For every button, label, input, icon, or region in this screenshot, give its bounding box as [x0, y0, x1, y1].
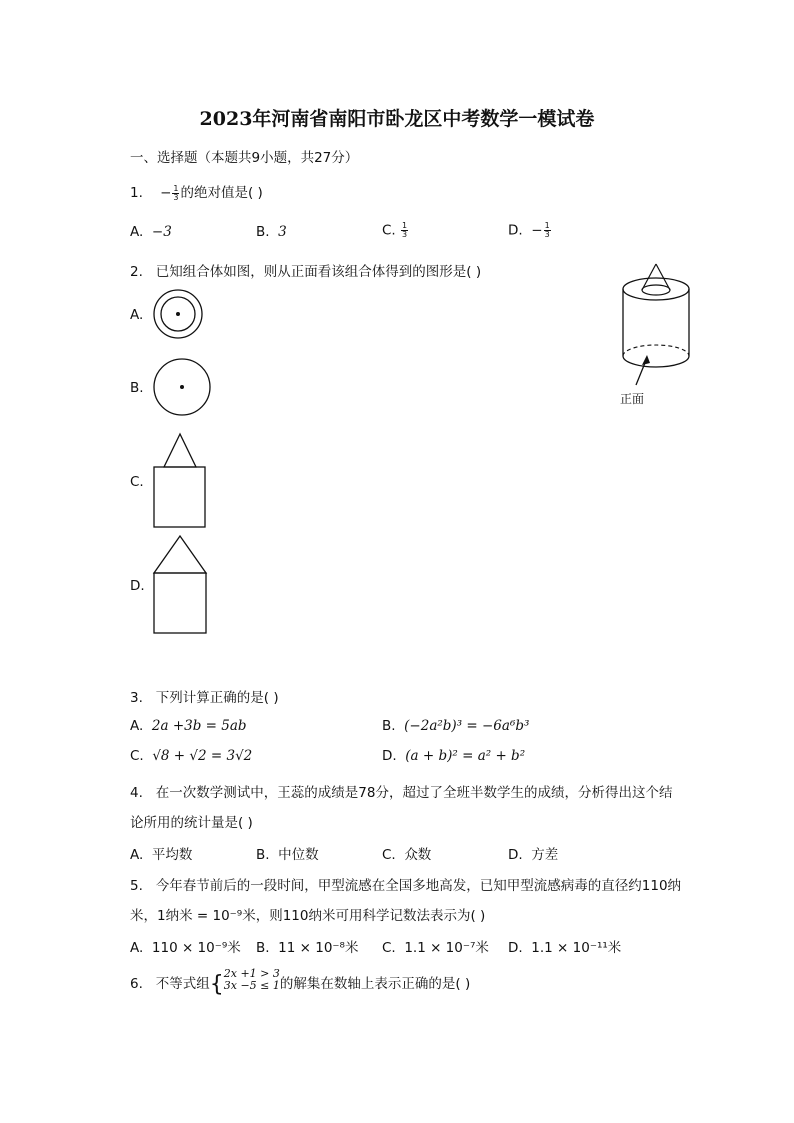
math-neg: − — [160, 185, 172, 201]
section-heading: 一、选择题（本题共9小题，共27分） — [130, 150, 359, 166]
option-a: A. 110 × 10⁻⁹米 — [130, 940, 241, 956]
option-a-label: A. — [130, 307, 144, 323]
question-6: 6. 不等式组{ 2x +1 > 3 3x −5 ≤ 1 的解集在数轴上表示正确的是( ) — [130, 967, 471, 997]
question-5: 5. 今年春节前后的一段时间，甲型流感在全国多地高发，已知甲型流感病毒的直径约110纳 — [130, 878, 682, 894]
option-d: D. 方差 — [508, 847, 559, 863]
question-3: 3. 下列计算正确的是( ) — [130, 690, 279, 706]
option-b-label: B. — [130, 380, 144, 396]
question-4-line-2: 论所用的统计量是( ) — [130, 815, 253, 831]
cylinder-cone-figure — [600, 255, 710, 415]
figure-label: 正面 — [620, 392, 645, 406]
question-number: 1. — [130, 185, 143, 201]
option-c-figure — [150, 430, 210, 530]
option-b: B. 11 × 10⁻⁸米 — [256, 940, 359, 956]
option-d-label: D. — [130, 578, 145, 594]
question-4: 4. 在一次数学测试中，王蕊的成绩是78分，超过了全班半数学生的成绩，分析得出这个结 — [130, 785, 673, 801]
option-d-figure — [150, 533, 212, 637]
option-c: C. 众数 — [382, 847, 432, 863]
option-d: D. 1.1 × 10⁻¹¹米 — [508, 940, 622, 956]
option-a: A. 2a +3b = 5ab — [130, 718, 247, 734]
question-text: 的绝对值是( ) — [180, 185, 263, 201]
option-a-figure — [150, 289, 210, 349]
question-5-line-2: 米，1纳米 = 10⁻⁹米，则110纳米可用科学记数法表示为( ) — [130, 908, 486, 924]
question-1 — [130, 181, 263, 202]
option-d: D. − $\frac{1}{3}$ — [508, 221, 550, 239]
fraction: $\frac{1}{3}$ — [173, 183, 179, 202]
option-d: D. (a + b)² = a² + b² — [382, 748, 526, 764]
option-a: A. −3 — [130, 224, 172, 240]
option-c: C. √8 + √2 = 3√2 — [130, 748, 253, 764]
option-b: B. 3 — [256, 224, 287, 240]
option-c: C. 1.1 × 10⁻⁷米 — [382, 940, 489, 956]
option-b: B. 中位数 — [256, 847, 319, 863]
question-2: 2. 已知组合体如图，则从正面看该组合体得到的图形是( ) — [130, 264, 482, 280]
option-a: A. 平均数 — [130, 847, 193, 863]
option-c: C. $\frac{1}{3}$ — [382, 221, 408, 239]
option-c-label: C. — [130, 474, 144, 490]
inequality-2: 3x −5 ≤ 1 — [223, 979, 280, 992]
option-b: B. (−2a²b)³ = −6a⁶b³ — [382, 718, 530, 734]
inequality-1: 2x +1 > 3 — [223, 967, 280, 980]
page-title: 2023年河南省南阳市卧龙区中考数学一模试卷 — [199, 108, 595, 130]
option-b-figure — [150, 357, 216, 421]
